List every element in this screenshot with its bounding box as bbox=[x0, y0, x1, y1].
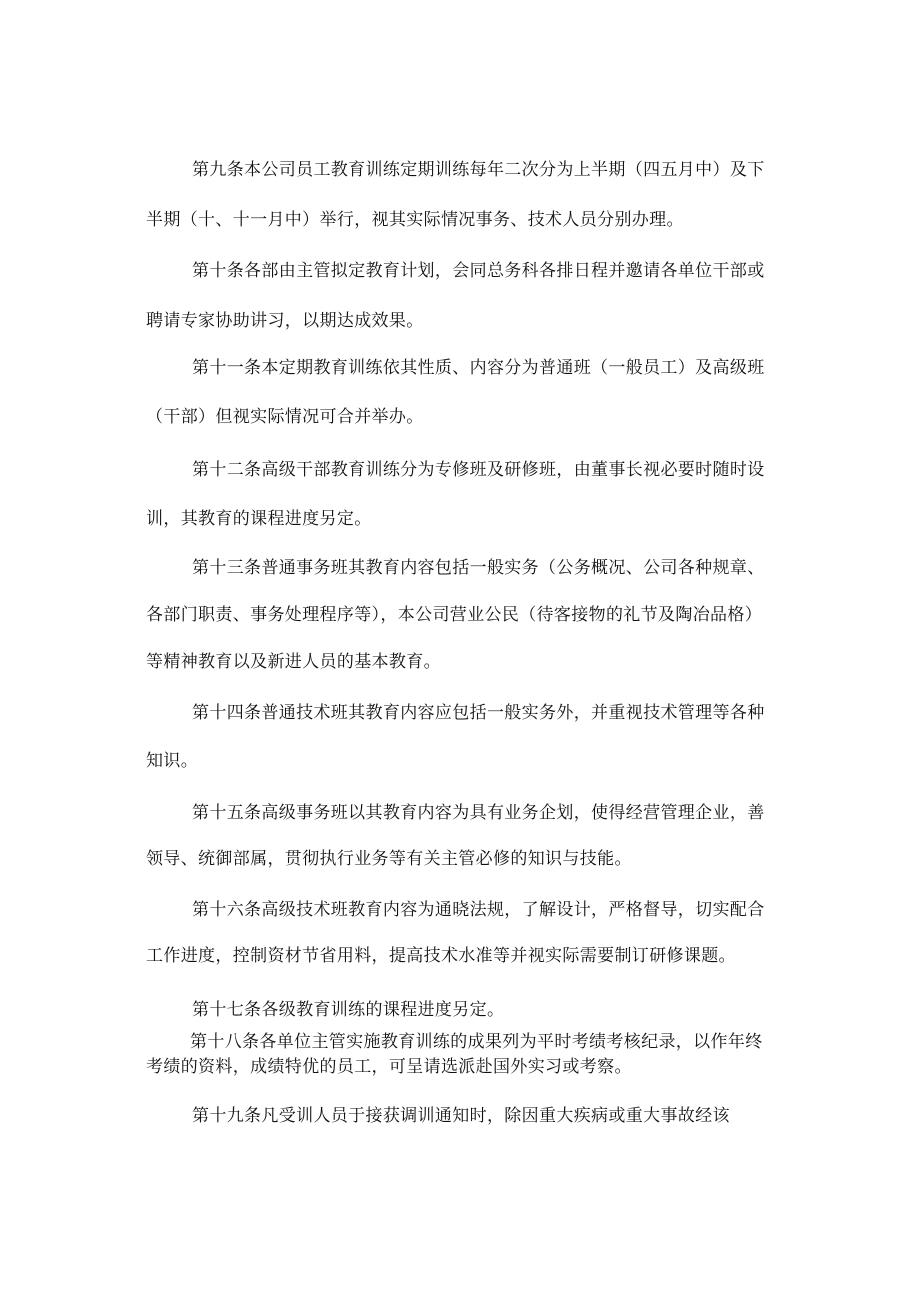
article-13-line-3: 等精神教育以及新进人员的基本教育。 bbox=[146, 652, 441, 672]
article-11-line-2: （干部）但视实际情况可合并举办。 bbox=[146, 407, 424, 427]
article-11-line-1: 第十一条本定期教育训练依其性质、内容分为普通班（一般员工）及高级班 bbox=[192, 358, 765, 378]
article-19-line-1: 第十九条凡受训人员于接获调训通知时，除因重大疾病或重大事故经该 bbox=[192, 1106, 730, 1126]
article-12-line-1: 第十二条高级干部教育训练分为专修班及研修班，由董事长视必要时随时设 bbox=[192, 460, 765, 480]
article-13-line-2: 各部门职责、事务处理程序等），本公司营业公民（待客接物的礼节及陶冶品格） bbox=[146, 605, 763, 625]
article-15-line-1: 第十五条高级事务班以其教育内容为具有业务企划，使得经营管理企业，善 bbox=[192, 803, 765, 823]
article-14-line-1: 第十四条普通技术班其教育内容应包括一般实务外，并重视技术管理等各种 bbox=[192, 703, 765, 723]
article-18-line-2: 考绩的资料，成绩特优的员工，可呈请选派赴国外实习或考察。 bbox=[146, 1057, 632, 1077]
article-9-line-2: 半期（十、十一月中）举行，视其实际情况事务、技术人员分别办理。 bbox=[146, 210, 684, 230]
article-9-line-1: 第九条本公司员工教育训练定期训练每年二次分为上半期（四五月中）及下 bbox=[192, 160, 765, 180]
article-10-line-2: 聘请专家协助讲习，以期达成效果。 bbox=[146, 311, 424, 331]
article-17-line-1: 第十七条各级教育训练的课程进度另定。 bbox=[192, 1000, 505, 1020]
article-12-line-2: 训，其教育的课程进度另定。 bbox=[146, 509, 372, 529]
article-16-line-1: 第十六条高级技术班教育内容为通晓法规，了解设计，严格督导，切实配合 bbox=[192, 900, 765, 920]
article-13-line-1: 第十三条普通事务班其教育内容包括一般实务（公务概况、公司各种规章、 bbox=[192, 558, 765, 578]
article-14-line-2: 知识。 bbox=[146, 751, 199, 771]
article-18-line-1: 第十八条各单位主管实施教育训练的成果列为平时考绩考核纪录，以作年终 bbox=[190, 1032, 763, 1052]
article-10-line-1: 第十条各部由主管拟定教育计划，会同总务科各排日程并邀请各单位干部或 bbox=[192, 261, 765, 281]
article-15-line-2: 领导、统御部属，贯彻执行业务等有关主管必修的知识与技能。 bbox=[146, 849, 632, 869]
article-16-line-2: 工作进度，控制资材节省用料，提高技术水准等并视实际需要制订研修课题。 bbox=[146, 946, 736, 966]
